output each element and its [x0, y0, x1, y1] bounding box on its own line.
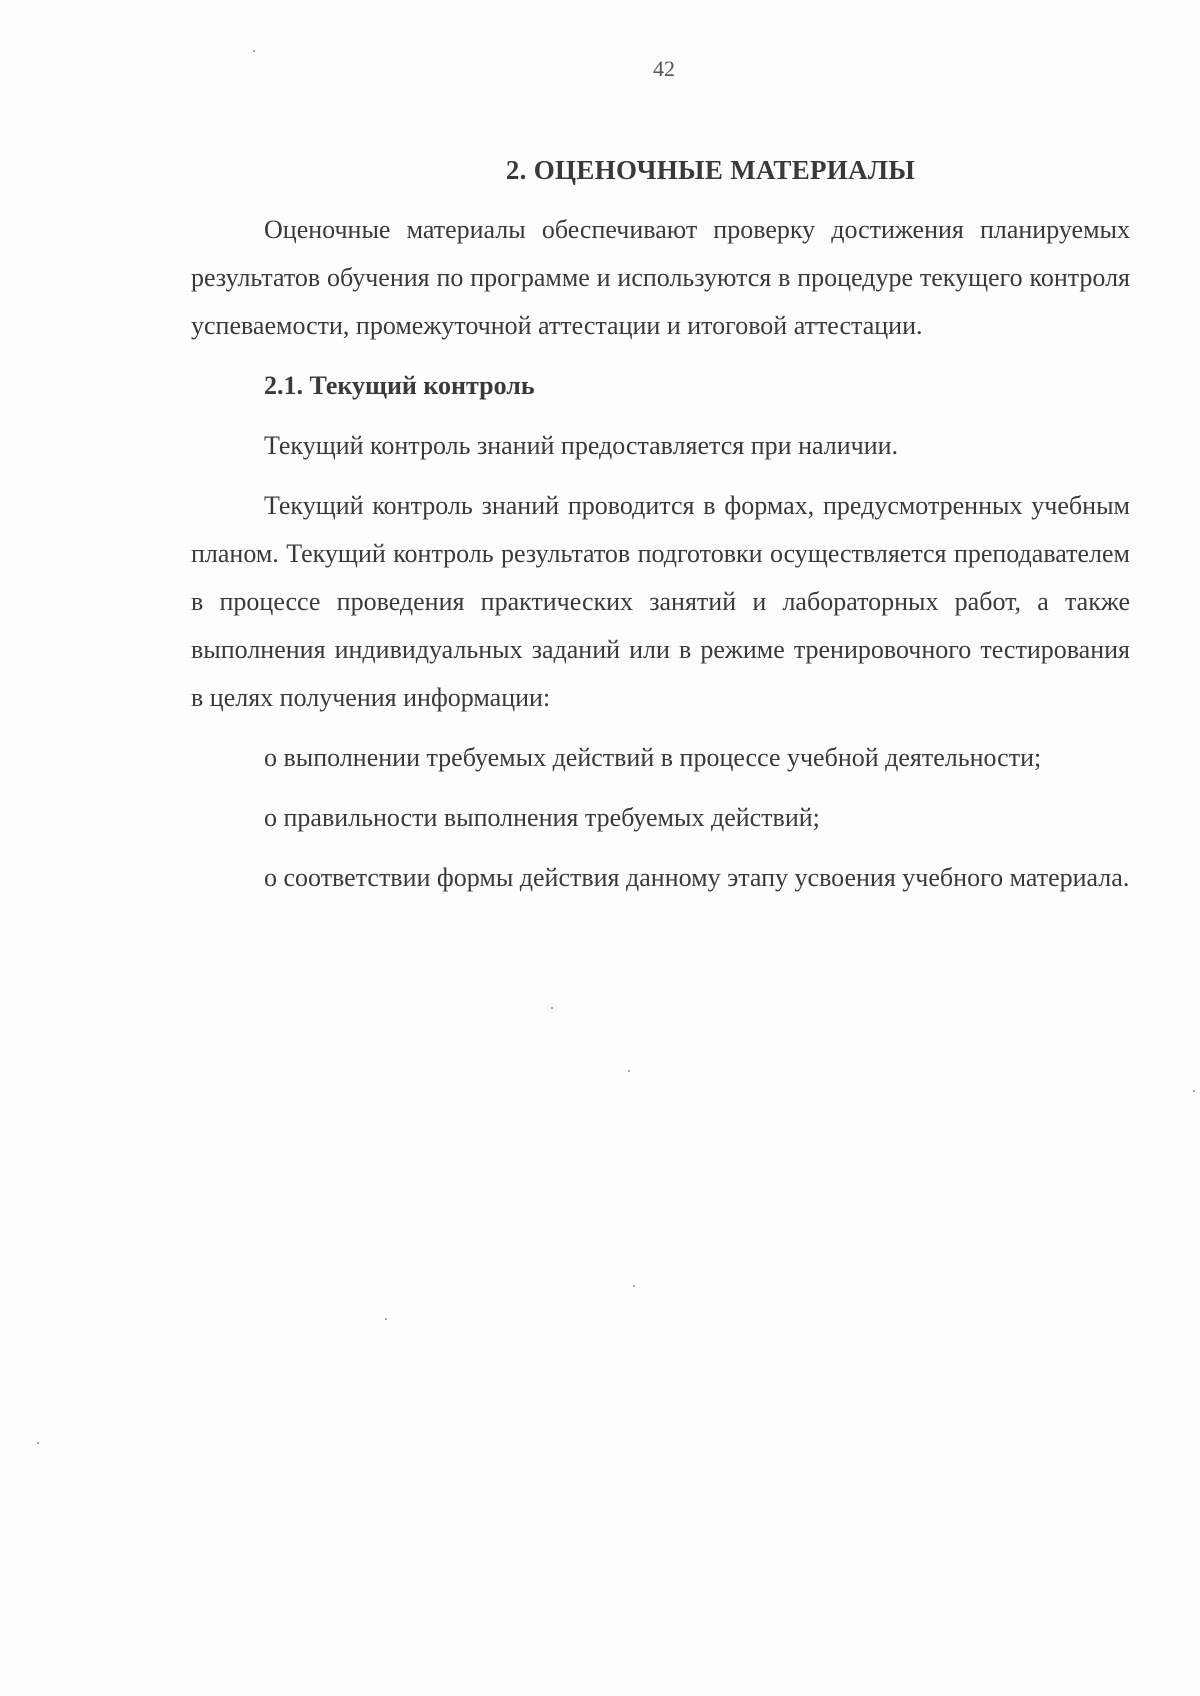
list-item: о соответствии формы действия данному этапу усвоения учебного материала. — [264, 863, 1130, 892]
scan-speck — [1193, 1090, 1195, 1092]
scan-speck — [385, 1318, 387, 1320]
section-title: 2. ОЦЕНОЧНЫЕ МАТЕРИАЛЫ — [505, 155, 916, 185]
list-item: о правильности выполнения требуемых действий; — [264, 803, 820, 832]
paragraph-forms: Текущий контроль знаний проводится в формах, предусмотренных учебным планом. Текущий контроль результатов подготовки осуществляется преподавателем в процессе проведения практических занятий и лабораторных работ, а также выполнения индивидуальных заданий или в режиме тренировочного тестирования в целях получения информации: — [191, 491, 1130, 712]
scan-speck — [253, 50, 255, 52]
subsection-heading: 2.1. Текущий контроль — [264, 371, 535, 400]
intro-paragraph: Оценочные материалы обеспечивают проверку достижения планируемых результатов обучения по программе и используются в процедуре текущего контроля успеваемости, промежуточной аттестации и итоговой аттестации. — [191, 215, 1130, 340]
scan-speck — [628, 1070, 630, 1072]
page-number: 42 — [653, 56, 675, 81]
list-item: о выполнении требуемых действий в процессе учебной деятельности; — [264, 743, 1042, 772]
scan-speck — [37, 1442, 39, 1444]
page-content — [191, 146, 1130, 902]
paragraph-availability: Текущий контроль знаний предоставляется при наличии. — [264, 431, 899, 460]
scan-speck — [551, 1007, 553, 1009]
scan-speck — [633, 1285, 635, 1287]
